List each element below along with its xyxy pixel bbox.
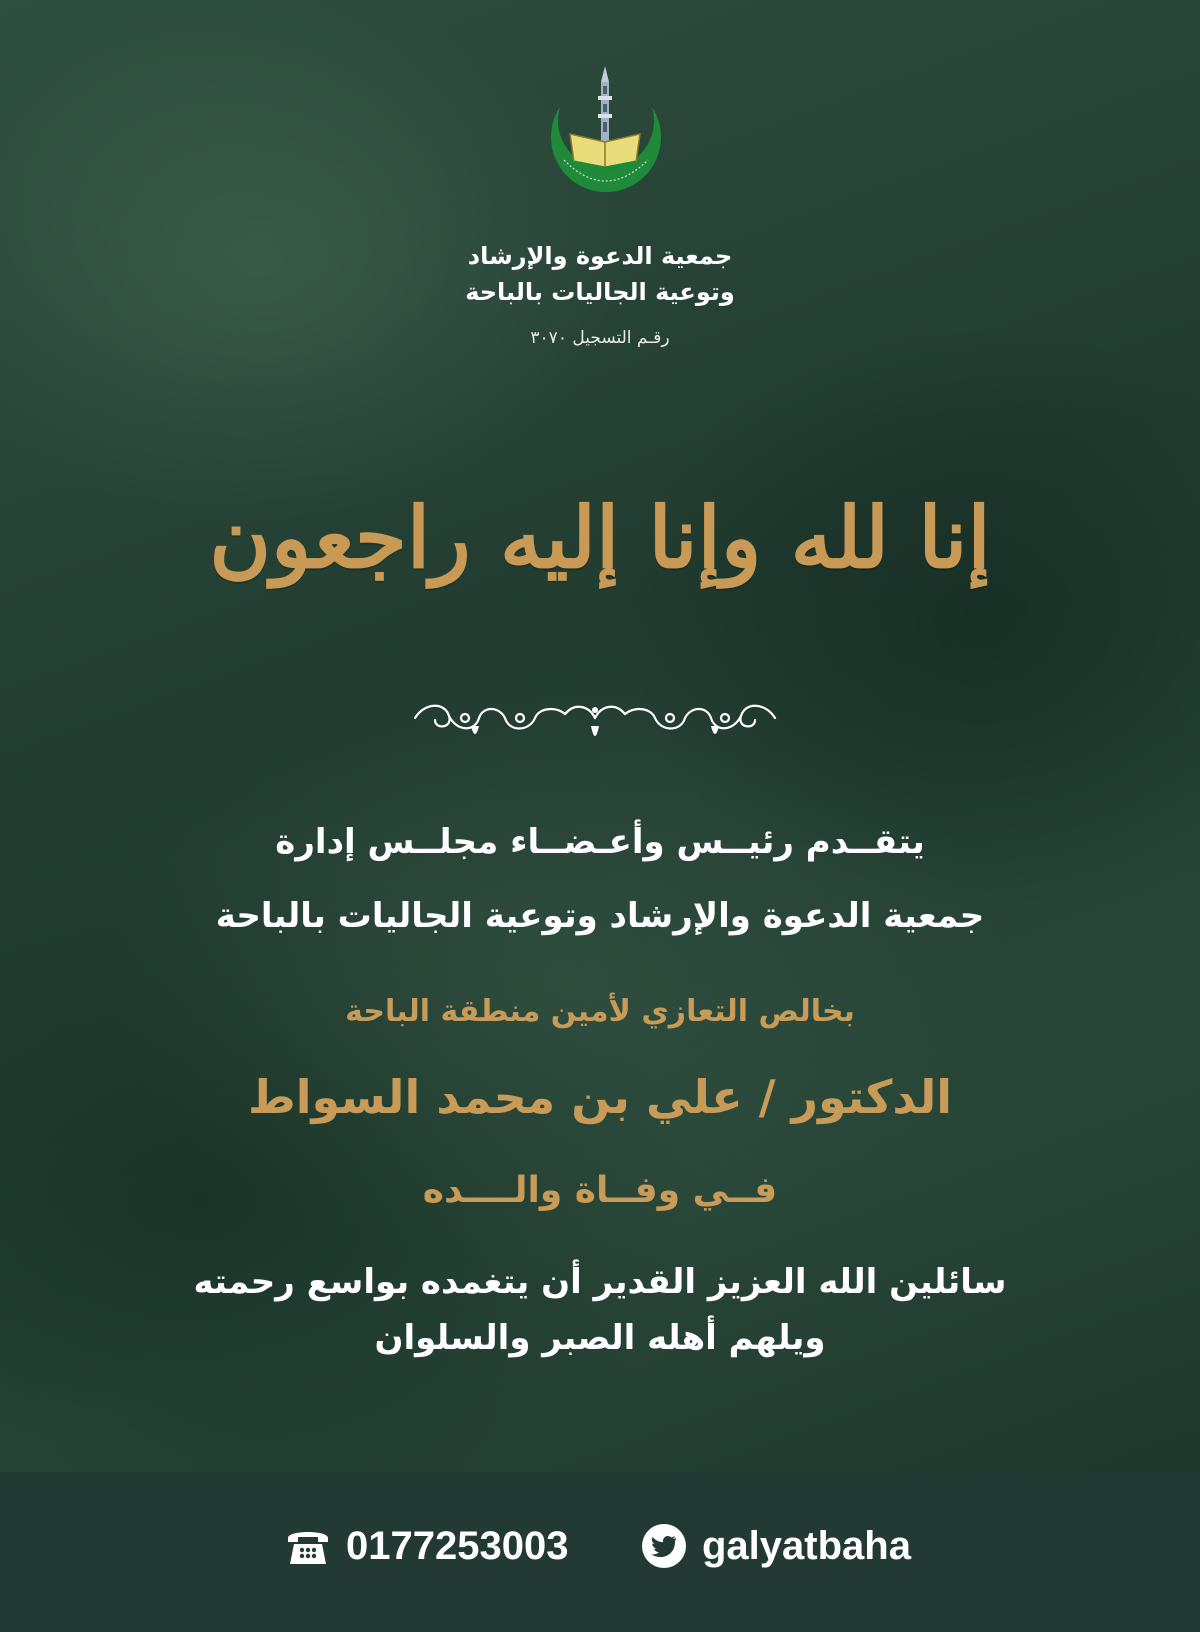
message-line-organization: جمعية الدعوة والإرشاد وتوعية الجاليات بالباحة (215, 896, 985, 936)
twitter-contact[interactable] (640, 1516, 911, 1576)
footer-bar (0, 1472, 1200, 1632)
organization-name-line2: وتوعية الجاليات بالباحة (465, 278, 735, 306)
ornament-divider (405, 688, 785, 748)
twitter-handle: galyatbaha (702, 1523, 911, 1568)
organization-logo (530, 62, 680, 212)
message-line-prayer2: ويلهم أهله الصبر والسلوان (374, 1318, 826, 1358)
message-line-board: يتقــدم رئيــس وأعـضــاء مجلــس إدارة (275, 822, 925, 862)
registration-number: رقـم التسجيل ٣٠٧٠ (530, 328, 670, 348)
calligraphy-verse: إنا لله وإنا إليه راجعون (209, 488, 991, 587)
telephone-icon (284, 1522, 332, 1570)
message-line-condolence: بخالص التعازي لأمين منطقة الباحة (345, 994, 855, 1029)
phone-number: 0177253003 (346, 1523, 569, 1568)
phone-contact[interactable] (284, 1516, 568, 1576)
message-line-occasion: فــي وفــاة والــــده (422, 1170, 778, 1211)
organization-name-line1: جمعية الدعوة والإرشاد (467, 242, 733, 270)
twitter-icon (640, 1522, 688, 1570)
message-line-prayer1: سائلين الله العزيز القدير أن يتغمده بواسع رحمته (193, 1262, 1007, 1302)
message-line-recipient-name: الدكتور / علي بن محمد السواط (247, 1070, 952, 1124)
